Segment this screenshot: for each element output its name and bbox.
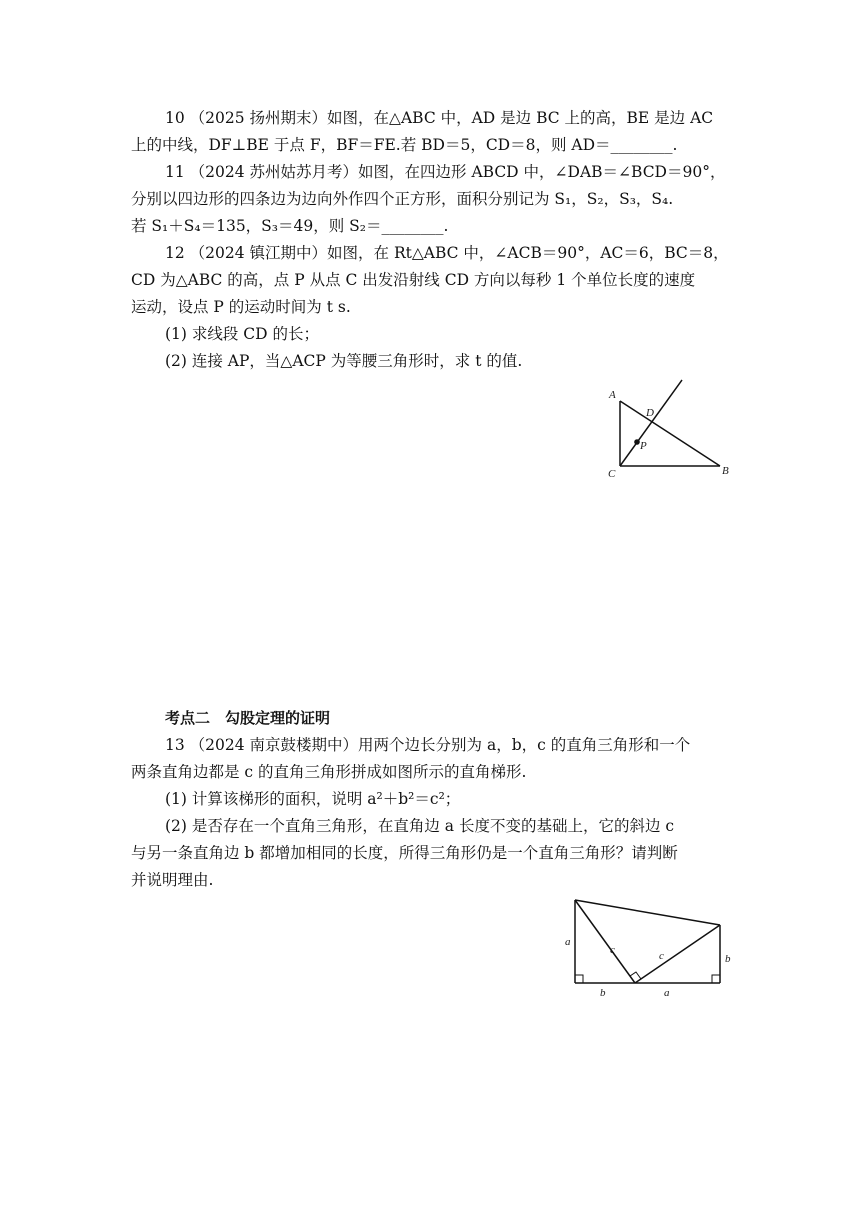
problem-10-line-1: 10 （2025 扬州期末）如图，在△ABC 中，AD 是边 BC 上的高，BE 是边 AC [165,109,714,127]
problem-13-line-2: 两条直角边都是 c 的直角三角形拼成如图所示的直角梯形. [131,763,527,781]
problem-10-line-2: 上的中线，DF⊥BE 于点 F，BF＝FE.若 BD＝5，CD＝8，则 AD＝________. [131,136,678,154]
figure-trapezoid [555,895,755,1005]
label-d: D [646,407,654,419]
hypotenuse-left [575,900,635,983]
figure-triangle-abc [600,376,740,486]
label-c-left: c [610,944,615,956]
label-a-bottom: a [664,987,670,999]
problem-11-line-2: 分别以四边形的四条边为边向外作四个正方形，面积分别记为 S₁，S₂，S₃，S₄. [131,190,674,208]
problem-12-part-2: (2) 连接 AP，当△ACP 为等腰三角形时，求 t 的值. [165,352,523,370]
label-b-right: b [725,953,731,965]
problem-13-part-2-line-1: (2) 是否存在一个直角三角形，在直角边 a 长度不变的基础上，它的斜边 c [165,817,675,835]
problem-12-line-1: 12 （2024 镇江期中）如图，在 Rt△ABC 中，∠ACB＝90°，AC＝6，BC＝8， [165,244,729,262]
label-p: P [640,440,647,452]
label-a-left: a [565,936,571,948]
problem-12-part-1: (1) 求线段 CD 的长； [165,325,320,343]
problem-13-line-1: 13 （2024 南京鼓楼期中）用两个边长分别为 a，b，c 的直角三角形和一个 [165,736,691,754]
section-heading: 考点二 勾股定理的证明 [165,709,331,727]
label-c: C [608,468,616,480]
label-b-bottom: b [600,987,606,999]
label-b: B [722,465,729,477]
problem-12-line-2: CD 为△ABC 的高，点 P 从点 C 出发沿射线 CD 方向以每秒 1 个单位长度的速度 [131,271,696,289]
side-ab [620,401,720,466]
label-c-right: c [659,950,664,962]
label-a: A [609,389,616,401]
right-angle-mark-right [712,975,720,983]
trapezoid-top [575,900,720,925]
ray-cd [620,380,682,466]
hypotenuse-right [635,925,720,983]
problem-13-part-2-line-3: 并说明理由. [131,871,214,889]
problem-12-line-3: 运动，设点 P 的运动时间为 t s. [131,298,351,316]
problem-11-line-3: 若 S₁＋S₄＝135，S₃＝49，则 S₂＝________. [131,217,449,235]
problem-13-part-2-line-2: 与另一条直角边 b 都增加相同的长度，所得三角形仍是一个直角三角形？请判断 [131,844,678,862]
right-angle-mark-left [575,975,583,983]
point-p [634,439,640,445]
problem-11-line-1: 11 （2024 苏州姑苏月考）如图，在四边形 ABCD 中，∠DAB＝∠BCD＝90°， [165,163,726,181]
problem-13-part-1: (1) 计算该梯形的面积，说明 a²＋b²＝c²； [165,790,461,808]
